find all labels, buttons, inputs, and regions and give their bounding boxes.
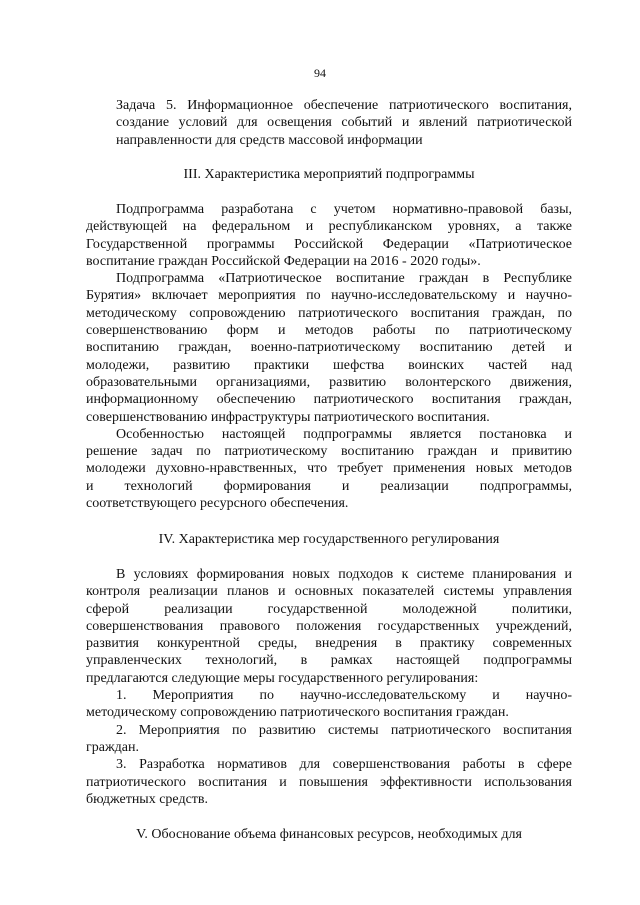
text-line: информационному обеспечению патриотического воспитания граждан,: [86, 392, 572, 408]
text-line: сферой реализации государственной молодежной политики,: [86, 601, 572, 617]
text-line: решение задач по патриотическому воспитанию граждан и привитию: [86, 444, 572, 460]
text-line: контроля реализации планов и основных показателей системы управления: [86, 584, 572, 600]
text-line: воспитанию граждан, военно-патриотическому воспитанию детей и: [86, 340, 572, 356]
text-line: Задача 5. Информационное обеспечение патриотического воспитания,: [116, 98, 572, 113]
text-line: молодежи, развитию практики шефства воинских частей над: [86, 357, 572, 373]
text-line: воспитание граждан Российской Федерации на 2016 - 2020 годы».: [86, 253, 481, 269]
text-line: граждан.: [86, 739, 139, 755]
text-line: создание условий для освещения событий и явлений патриотической: [116, 115, 572, 131]
text-line: совершенствованию форм и методов работы по патриотическому: [86, 323, 572, 339]
text-line: совершенствования правового положения государственных учреждений,: [86, 618, 572, 634]
paragraph: [86, 270, 572, 426]
list-item: [86, 687, 572, 722]
text-line: В условиях формирования новых подходов к системе планирования и: [116, 567, 572, 582]
task5-paragraph: [86, 97, 572, 149]
text-line: бюджетных средств.: [86, 791, 209, 807]
text-line: 2. Мероприятия по развитию системы патриотического воспитания: [116, 722, 572, 738]
list-item: [86, 722, 572, 757]
list-item: [86, 756, 572, 808]
paragraph: [86, 201, 572, 270]
section3-body: [86, 201, 572, 512]
section4-body: [86, 566, 572, 808]
text-line: Подпрограмма «Патриотическое воспитание граждан в Республике: [116, 271, 572, 287]
paragraph: [86, 566, 572, 687]
section4-heading-block: [86, 531, 572, 548]
text-line: Подпрограмма разработана с учетом нормативно-правовой базы,: [116, 202, 572, 217]
text-line: действующей на федеральном и республиканском уровнях, а также: [86, 219, 572, 235]
section5-heading-block: [86, 826, 572, 843]
text-line: предлагаются следующие меры государственного регулирования:: [86, 670, 479, 686]
text-line: 3. Разработка нормативов для совершенствования работы в сфере: [116, 757, 572, 773]
text-line: развития конкурентной среды, внедрения в практику современных: [86, 636, 572, 652]
task5-block: [86, 97, 572, 149]
paragraph: [86, 426, 572, 512]
text-line: молодежи духовно-нравственных, что требует применения новых методов: [86, 461, 572, 477]
text-line: направленности для средств массовой информации: [116, 132, 423, 148]
text-line: Особенностью настоящей подпрограммы является постановка и: [116, 426, 572, 442]
text-line: управленческих технологий, в рамках настоящей подпрограммы: [86, 653, 572, 669]
text-line: Бурятия» включает мероприятия по научно-исследовательскому и научно-: [86, 288, 572, 304]
section-heading: III. Характеристика мероприятий подпрограммы: [183, 167, 475, 182]
text-line: Государственной программы Российской Федерации «Патриотическое: [86, 236, 572, 252]
section-heading: V. Обоснование объема финансовых ресурсов, необходимых для: [136, 827, 522, 842]
section3-heading-block: [86, 166, 572, 183]
text-line: образовательными организациями, развитию волонтерского движения,: [86, 374, 572, 390]
text-line: патриотического воспитания и повышения эффективности использования: [86, 774, 572, 790]
text-line: соответствующего ресурсного обеспечения.: [86, 496, 349, 512]
page-number: 94: [314, 66, 326, 80]
text-line: и технологий формирования и реализации подпрограммы,: [86, 478, 572, 494]
section-heading: IV. Характеристика мер государственного регулирования: [158, 532, 500, 547]
text-line: 1. Мероприятия по научно-исследовательскому и научно-: [116, 688, 572, 704]
text-line: методическому сопровождению патриотического воспитания граждан.: [86, 705, 509, 721]
text-line: методическому сопровождению патриотического воспитания граждан, по: [86, 305, 572, 321]
text-line: совершенствованию инфраструктуры патриотического воспитания.: [86, 409, 490, 425]
